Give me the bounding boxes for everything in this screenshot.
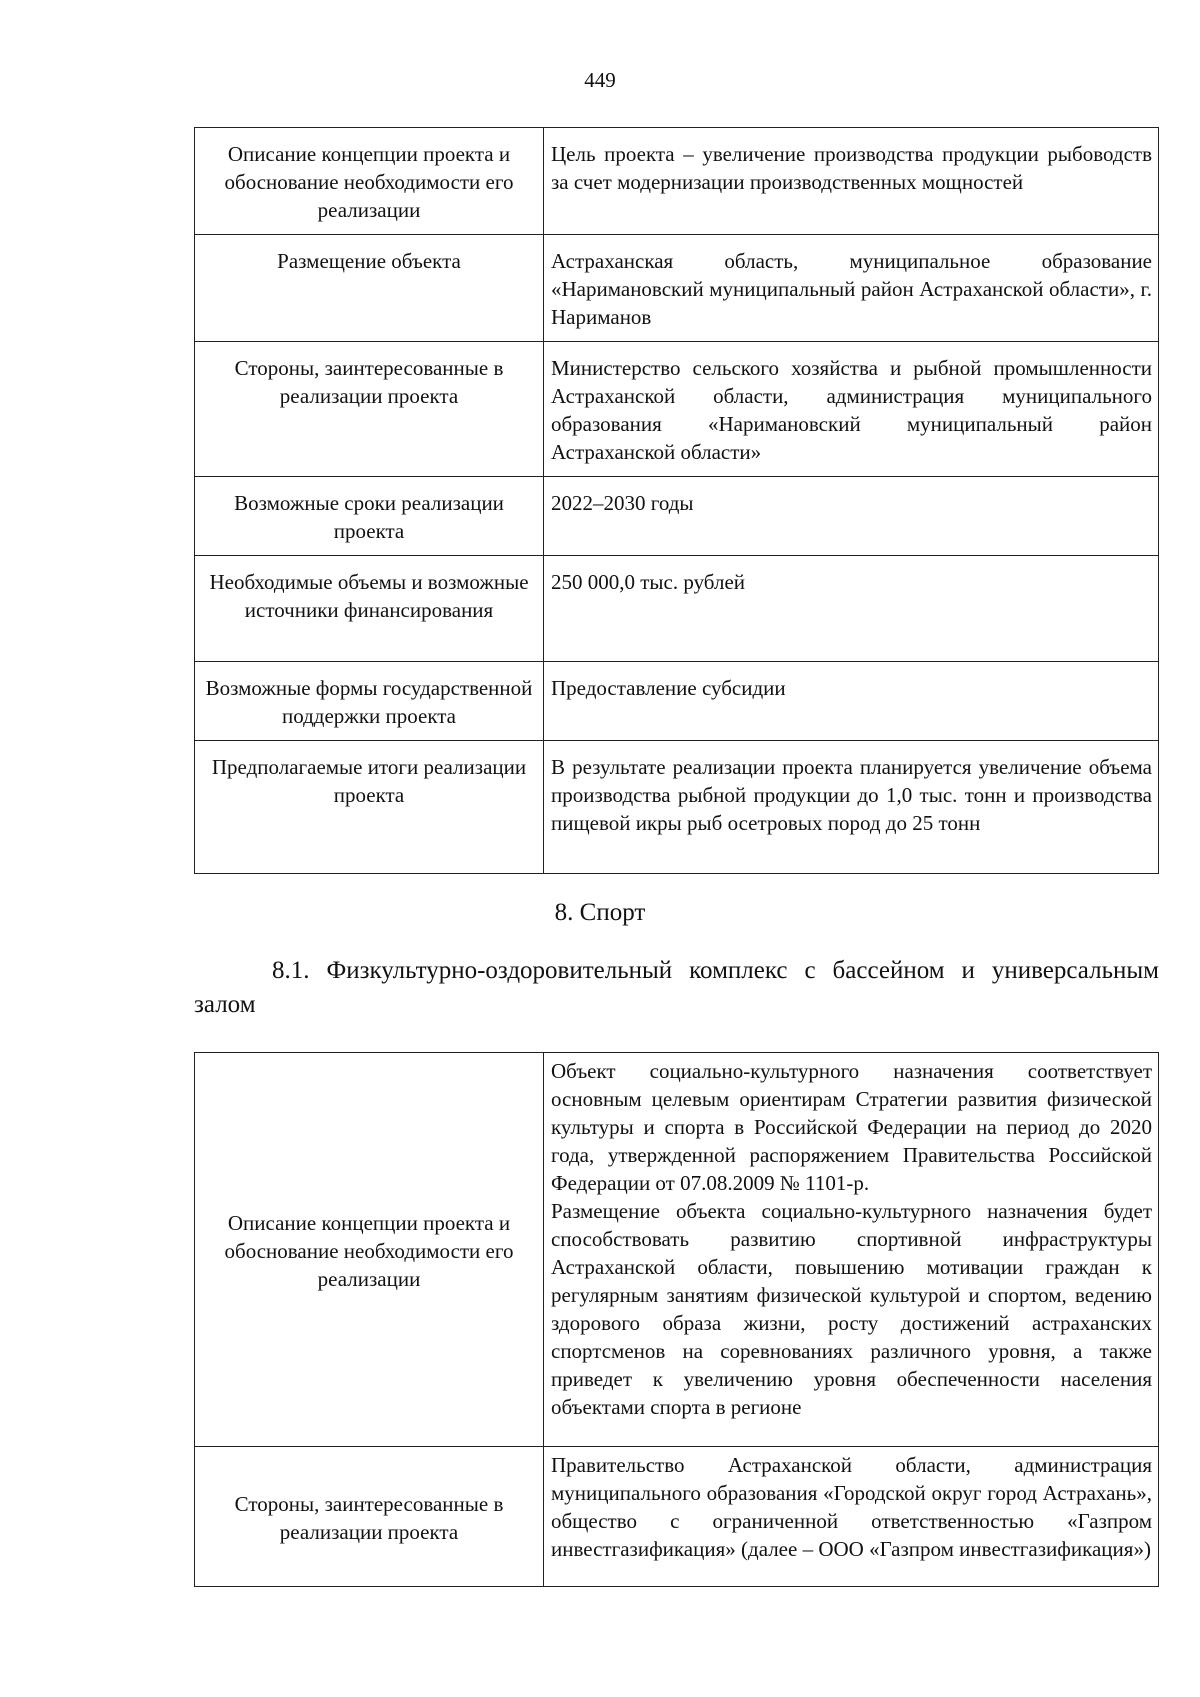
table-row <box>195 1053 1159 1447</box>
project-passport-table <box>194 127 1159 874</box>
row-value: В результате реализации проекта планируется увеличение объема производства рыбной продукции до 1,0 тыс. тонн и производства пищевой икры рыб осетровых пород до 25 тонн <box>544 741 1159 874</box>
row-label: Стороны, заинтересованные в реализации проекта <box>195 342 544 477</box>
row-value <box>544 1053 1159 1447</box>
subsection-heading: 8.1. Физкультурно-оздоровительный комплекс с бассейном и универсальным залом <box>194 957 1159 1018</box>
table-row <box>195 556 1159 662</box>
row-value: 250 000,0 тыс. рублей <box>544 556 1159 662</box>
table-row <box>195 342 1159 477</box>
row-label: Необходимые объемы и возможные источники финансирования <box>195 556 544 662</box>
table-row <box>195 662 1159 741</box>
table-row <box>195 1447 1159 1587</box>
project-passport-table-sport <box>194 1052 1159 1587</box>
page-number: 449 <box>584 68 616 92</box>
table-row <box>195 128 1159 235</box>
value-paragraph: Размещение объекта социально-культурного назначения будет способствовать развитию спортивной инфраструктуры Астраханской области, повышению мотивации граждан к регулярным занятиям физической культурой и спортом, ведению здорового образа жизни, росту достижений астраханских спортсменов на соревнованиях различного уровня, а также приведет к увеличению уровня обеспеченности населения объектами спорта в регионе <box>551 1199 1152 1419</box>
row-label: Размещение объекта <box>195 235 544 342</box>
section-heading: 8. Спорт <box>554 899 646 926</box>
row-value: Цель проекта – увеличение производства продукции рыбоводств за счет модернизации производственных мощностей <box>544 128 1159 235</box>
table-row <box>195 477 1159 556</box>
row-label: Описание концепции проекта и обоснование необходимости его реализации <box>195 1053 544 1447</box>
row-label: Стороны, заинтересованные в реализации проекта <box>195 1447 544 1587</box>
row-value: Правительство Астраханской области, администрация муниципального образования «Городской округ город Астрахань», общество с ограниченной ответственностью «Газпром инвестгазификация» (далее – ООО «Газпром инвестгазификация») <box>544 1447 1159 1587</box>
row-value: Министерство сельского хозяйства и рыбной промышленности Астраханской области, администрация муниципального образования «Наримановский муниципальный район Астраханской области» <box>544 342 1159 477</box>
row-label: Предполагаемые итоги реализации проекта <box>195 741 544 874</box>
value-paragraph: Объект социально-культурного назначения соответствует основным целевым ориентирам Стратегии развития физической культуры и спорта в Российской Федерации на период до 2020 года, утвержденной распоряжением Правительства Российской Федерации от 07.08.2009 № 1101-р. <box>551 1059 1152 1195</box>
row-label: Возможные сроки реализации проекта <box>195 477 544 556</box>
row-value: Астраханская область, муниципальное образование «Наримановский муниципальный район Астраханской области», г. Нариманов <box>544 235 1159 342</box>
table-row <box>195 235 1159 342</box>
row-label: Описание концепции проекта и обоснование необходимости его реализации <box>195 128 544 235</box>
row-value: 2022–2030 годы <box>544 477 1159 556</box>
row-label: Возможные формы государственной поддержки проекта <box>195 662 544 741</box>
table-row <box>195 741 1159 874</box>
row-value: Предоставление субсидии <box>544 662 1159 741</box>
